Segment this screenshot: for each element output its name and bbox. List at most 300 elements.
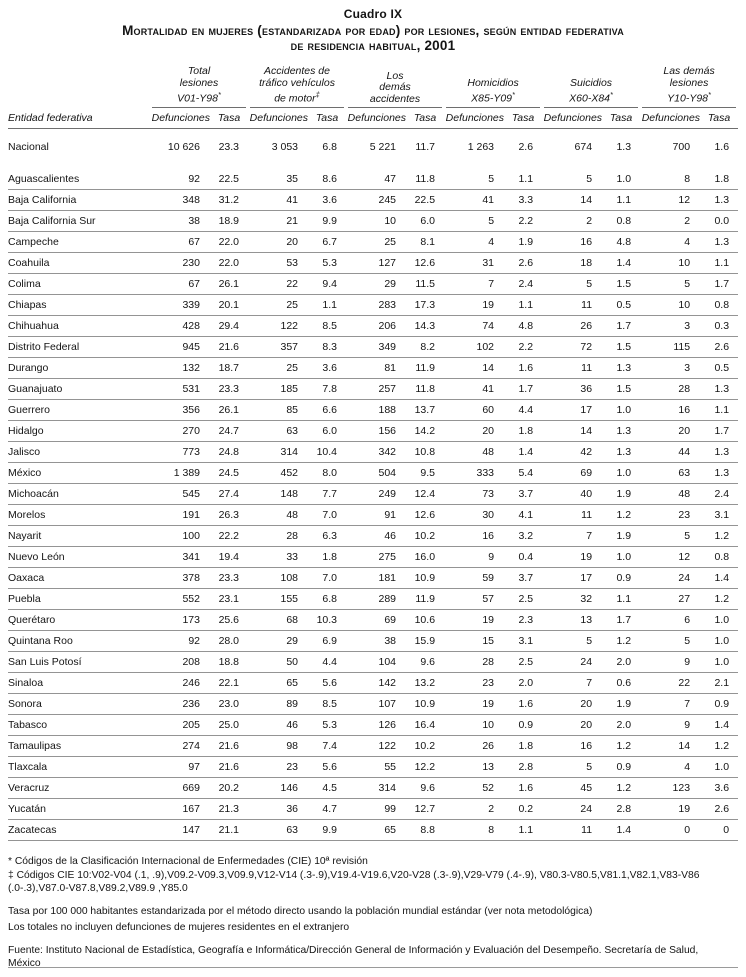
table-row bbox=[8, 547, 738, 568]
table-row bbox=[8, 610, 738, 631]
deaths-cell: 89 bbox=[248, 694, 308, 715]
deaths-cell: 5 bbox=[542, 631, 602, 652]
deaths-cell: 68 bbox=[248, 610, 308, 631]
table-row bbox=[8, 652, 738, 673]
deaths-cell: 245 bbox=[346, 190, 406, 211]
rate-cell: 23.3 bbox=[210, 379, 248, 400]
deaths-cell: 104 bbox=[346, 652, 406, 673]
deaths-cell: 48 bbox=[444, 442, 504, 463]
rate-cell: 4.8 bbox=[602, 232, 640, 253]
rate-cell: 1.4 bbox=[602, 253, 640, 274]
entity-name-cell: Zacatecas bbox=[8, 820, 150, 841]
rate-cell: 11.5 bbox=[406, 274, 444, 295]
rate-cell: 1.9 bbox=[602, 694, 640, 715]
rate-cell: 0.9 bbox=[602, 757, 640, 778]
entity-name-cell: Tabasco bbox=[8, 715, 150, 736]
deaths-cell: 108 bbox=[248, 568, 308, 589]
entity-name-cell: Querétaro bbox=[8, 610, 150, 631]
deaths-cell: 67 bbox=[150, 232, 210, 253]
deaths-cell: 32 bbox=[542, 589, 602, 610]
table-row bbox=[8, 484, 738, 505]
rate-cell: 1.2 bbox=[602, 778, 640, 799]
deaths-cell: 21 bbox=[248, 211, 308, 232]
entity-name-cell: Tamaulipas bbox=[8, 736, 150, 757]
column-group-header: Suicidios X60-X84* bbox=[542, 66, 640, 108]
rate-col-header: Tasa bbox=[700, 108, 738, 129]
table-row bbox=[8, 169, 738, 190]
rate-cell: 10.2 bbox=[406, 526, 444, 547]
rate-cell: 13.2 bbox=[406, 673, 444, 694]
rate-col-header: Tasa bbox=[308, 108, 346, 129]
entity-name-cell: Veracruz bbox=[8, 778, 150, 799]
rate-cell: 2.8 bbox=[602, 799, 640, 820]
rate-cell: 17.3 bbox=[406, 295, 444, 316]
table-row bbox=[8, 631, 738, 652]
deaths-cell: 156 bbox=[346, 421, 406, 442]
rate-cell: 10.6 bbox=[406, 610, 444, 631]
deaths-cell: 18 bbox=[542, 253, 602, 274]
column-group-header: Homicidios X85-Y09* bbox=[444, 66, 542, 108]
entity-name-cell: San Luis Potosí bbox=[8, 652, 150, 673]
deaths-cell: 669 bbox=[150, 778, 210, 799]
rate-cell: 20.2 bbox=[210, 778, 248, 799]
rate-cell: 10.4 bbox=[308, 442, 346, 463]
rate-cell: 1.3 bbox=[700, 463, 738, 484]
rate-cell: 12.4 bbox=[406, 484, 444, 505]
rate-cell: 0.5 bbox=[602, 295, 640, 316]
deaths-cell: 55 bbox=[346, 757, 406, 778]
rate-cell: 7.7 bbox=[308, 484, 346, 505]
table-row bbox=[8, 757, 738, 778]
deaths-cell: 230 bbox=[150, 253, 210, 274]
entity-name-cell: Nuevo León bbox=[8, 547, 150, 568]
rate-cell: 4.7 bbox=[308, 799, 346, 820]
deaths-cell: 14 bbox=[542, 421, 602, 442]
deaths-cell: 773 bbox=[150, 442, 210, 463]
rate-cell: 22.2 bbox=[210, 526, 248, 547]
rate-cell: 1.5 bbox=[602, 379, 640, 400]
deaths-cell: 16 bbox=[444, 526, 504, 547]
rate-cell: 1.3 bbox=[602, 442, 640, 463]
rate-cell: 1.0 bbox=[700, 610, 738, 631]
deaths-cell: 20 bbox=[640, 421, 700, 442]
rate-cell: 1.0 bbox=[602, 400, 640, 421]
rate-cell: 1.1 bbox=[308, 295, 346, 316]
deaths-cell: 115 bbox=[640, 337, 700, 358]
deaths-cell: 45 bbox=[542, 778, 602, 799]
note-rate-method: Tasa por 100 000 habitantes estandarizada por el método directo usando la población mundial estándar (ver nota metodológica) bbox=[8, 905, 593, 917]
bottom-divider bbox=[8, 967, 738, 968]
rate-cell: 1.1 bbox=[700, 400, 738, 421]
rate-cell: 1.3 bbox=[602, 421, 640, 442]
deaths-cell: 74 bbox=[444, 316, 504, 337]
deaths-cell: 356 bbox=[150, 400, 210, 421]
deaths-cell: 4 bbox=[444, 232, 504, 253]
deaths-cell: 146 bbox=[248, 778, 308, 799]
deaths-cell: 17 bbox=[542, 400, 602, 421]
entity-name-cell: Nayarit bbox=[8, 526, 150, 547]
deaths-cell: 11 bbox=[542, 820, 602, 841]
rate-cell: 0.8 bbox=[602, 211, 640, 232]
deaths-cell: 36 bbox=[542, 379, 602, 400]
table-number-title: Cuadro IX bbox=[343, 7, 403, 21]
rate-cell: 6.6 bbox=[308, 400, 346, 421]
rate-cell: 1.6 bbox=[714, 141, 730, 153]
deaths-cell: 5 bbox=[444, 169, 504, 190]
rate-cell: 10.8 bbox=[406, 442, 444, 463]
rate-cell: 25.6 bbox=[210, 610, 248, 631]
table-row bbox=[8, 589, 738, 610]
rate-cell: 1.4 bbox=[700, 568, 738, 589]
deaths-cell: 69 bbox=[346, 610, 406, 631]
deaths-cell: 14 bbox=[640, 736, 700, 757]
deaths-cell: 2 bbox=[542, 211, 602, 232]
rate-cell: 18.8 bbox=[210, 652, 248, 673]
deaths-cell: 100 bbox=[150, 526, 210, 547]
rate-cell: 0.2 bbox=[504, 799, 542, 820]
deaths-cell: 181 bbox=[346, 568, 406, 589]
deaths-cell: 167 bbox=[150, 799, 210, 820]
deaths-cell: 25 bbox=[248, 295, 308, 316]
deaths-cell: 48 bbox=[248, 505, 308, 526]
rate-cell: 3.1 bbox=[504, 631, 542, 652]
rate-cell: 22.0 bbox=[210, 253, 248, 274]
deaths-cell: 107 bbox=[346, 694, 406, 715]
deaths-cell: 17 bbox=[542, 568, 602, 589]
rate-cell: 7.0 bbox=[308, 568, 346, 589]
rate-cell: 8.1 bbox=[406, 232, 444, 253]
rate-cell: 8.3 bbox=[308, 337, 346, 358]
rate-cell: 11.9 bbox=[406, 358, 444, 379]
rate-col-header: Tasa bbox=[504, 108, 542, 129]
deaths-cell: 13 bbox=[542, 610, 602, 631]
table-row bbox=[8, 274, 738, 295]
rate-cell: 2.4 bbox=[504, 274, 542, 295]
rate-cell: 2.0 bbox=[602, 652, 640, 673]
rate-cell: 10.3 bbox=[308, 610, 346, 631]
rate-cell: 5.3 bbox=[308, 253, 346, 274]
rate-cell: 2.3 bbox=[504, 610, 542, 631]
deaths-cell: 173 bbox=[150, 610, 210, 631]
deaths-cell: 5 bbox=[542, 757, 602, 778]
rate-cell: 9.5 bbox=[406, 463, 444, 484]
deaths-cell: 289 bbox=[346, 589, 406, 610]
deaths-cell: 72 bbox=[542, 337, 602, 358]
deaths-cell: 674 bbox=[574, 141, 593, 153]
table-body bbox=[8, 129, 738, 841]
deaths-cell: 10 626 bbox=[167, 141, 200, 153]
rate-cell: 21.1 bbox=[210, 820, 248, 841]
rate-cell: 21.6 bbox=[210, 736, 248, 757]
deaths-cell: 85 bbox=[248, 400, 308, 421]
deaths-cell: 28 bbox=[444, 652, 504, 673]
deaths-cell: 7 bbox=[542, 526, 602, 547]
deaths-cell: 73 bbox=[444, 484, 504, 505]
deaths-cell: 3 bbox=[640, 316, 700, 337]
table-row bbox=[8, 211, 738, 232]
deaths-cell: 22 bbox=[640, 673, 700, 694]
deaths-cell: 5 221 bbox=[369, 141, 397, 153]
rate-cell: 1.0 bbox=[602, 463, 640, 484]
deaths-cell: 30 bbox=[444, 505, 504, 526]
entity-name-cell: Morelos bbox=[8, 505, 150, 526]
deaths-cell: 122 bbox=[248, 316, 308, 337]
deaths-cell: 63 bbox=[640, 463, 700, 484]
rate-cell: 6.7 bbox=[308, 232, 346, 253]
entity-name-cell: Yucatán bbox=[8, 799, 150, 820]
deaths-cell: 28 bbox=[640, 379, 700, 400]
deaths-cell: 5 bbox=[444, 211, 504, 232]
rate-cell: 20.1 bbox=[210, 295, 248, 316]
rate-cell: 26.1 bbox=[210, 274, 248, 295]
deaths-cell: 19 bbox=[542, 547, 602, 568]
rate-cell: 0.3 bbox=[700, 316, 738, 337]
table-row bbox=[8, 358, 738, 379]
deaths-cell: 98 bbox=[248, 736, 308, 757]
table-row bbox=[8, 295, 738, 316]
deaths-cell: 314 bbox=[346, 778, 406, 799]
deaths-cell: 7 bbox=[640, 694, 700, 715]
rate-cell: 7.0 bbox=[308, 505, 346, 526]
deaths-cell: 283 bbox=[346, 295, 406, 316]
rate-cell: 2.2 bbox=[504, 337, 542, 358]
rate-cell: 21.6 bbox=[210, 757, 248, 778]
deaths-cell: 1 389 bbox=[150, 463, 210, 484]
deaths-cell: 123 bbox=[640, 778, 700, 799]
deaths-cell: 236 bbox=[150, 694, 210, 715]
rate-cell: 2.6 bbox=[700, 799, 738, 820]
deaths-cell: 275 bbox=[346, 547, 406, 568]
rate-cell: 10.2 bbox=[406, 736, 444, 757]
deaths-cell: 11 bbox=[542, 295, 602, 316]
deaths-cell: 41 bbox=[444, 379, 504, 400]
deaths-cell: 57 bbox=[444, 589, 504, 610]
deaths-cell: 99 bbox=[346, 799, 406, 820]
rate-cell: 2.5 bbox=[504, 652, 542, 673]
rate-cell: 21.3 bbox=[210, 799, 248, 820]
deaths-cell: 20 bbox=[542, 694, 602, 715]
deaths-cell: 348 bbox=[150, 190, 210, 211]
deaths-cell: 6 bbox=[640, 610, 700, 631]
rate-cell: 11.8 bbox=[406, 379, 444, 400]
deaths-cell: 249 bbox=[346, 484, 406, 505]
rate-cell: 28.0 bbox=[210, 631, 248, 652]
deaths-cell: 59 bbox=[444, 568, 504, 589]
entity-name-cell: Sinaloa bbox=[8, 673, 150, 694]
deaths-cell: 339 bbox=[150, 295, 210, 316]
rate-cell: 1.1 bbox=[504, 820, 542, 841]
deaths-cell: 147 bbox=[150, 820, 210, 841]
rate-cell: 4.4 bbox=[308, 652, 346, 673]
entity-name-cell: Baja California bbox=[8, 190, 150, 211]
deaths-cell: 945 bbox=[150, 337, 210, 358]
rate-cell: 22.0 bbox=[210, 232, 248, 253]
table-subtitle bbox=[8, 23, 738, 53]
rate-cell: 8.5 bbox=[308, 316, 346, 337]
rate-cell: 12.6 bbox=[406, 253, 444, 274]
rate-cell: 0.9 bbox=[504, 715, 542, 736]
deaths-cell: 91 bbox=[346, 505, 406, 526]
rate-cell: 1.6 bbox=[504, 358, 542, 379]
entity-name-cell: Coahuila bbox=[8, 253, 150, 274]
rate-cell: 2.0 bbox=[602, 715, 640, 736]
table-row bbox=[8, 253, 738, 274]
deaths-cell: 27 bbox=[640, 589, 700, 610]
rate-cell: 1.6 bbox=[504, 778, 542, 799]
column-group-header: Total lesiones V01-Y98* bbox=[150, 66, 248, 108]
rate-cell: 1.9 bbox=[602, 484, 640, 505]
table-row bbox=[8, 316, 738, 337]
deaths-col-header: Defunciones bbox=[444, 108, 504, 129]
row-header-label: Entidad federativa bbox=[8, 108, 150, 129]
column-group-header: Las demás lesiones Y10-Y98* bbox=[640, 66, 738, 108]
deaths-cell: 531 bbox=[150, 379, 210, 400]
table-row bbox=[8, 778, 738, 799]
group-header-row bbox=[8, 66, 738, 108]
deaths-cell: 5 bbox=[542, 169, 602, 190]
rate-cell: 10.9 bbox=[406, 694, 444, 715]
rate-cell: 0.0 bbox=[700, 211, 738, 232]
deaths-cell: 7 bbox=[444, 274, 504, 295]
deaths-cell: 25 bbox=[248, 358, 308, 379]
deaths-cell: 2 bbox=[640, 211, 700, 232]
rate-cell: 7.8 bbox=[308, 379, 346, 400]
deaths-cell: 42 bbox=[542, 442, 602, 463]
column-header-row bbox=[8, 108, 738, 129]
deaths-cell: 40 bbox=[542, 484, 602, 505]
deaths-cell: 349 bbox=[346, 337, 406, 358]
rate-cell: 26.1 bbox=[210, 400, 248, 421]
deaths-cell: 48 bbox=[640, 484, 700, 505]
deaths-cell: 700 bbox=[672, 141, 691, 153]
rate-cell: 1.1 bbox=[602, 589, 640, 610]
entity-name-cell: Durango bbox=[8, 358, 150, 379]
deaths-cell: 46 bbox=[248, 715, 308, 736]
deaths-cell: 11 bbox=[542, 358, 602, 379]
deaths-col-header: Defunciones bbox=[640, 108, 700, 129]
column-group-header: Accidentes de tráfico vehículos de motor‡ bbox=[248, 66, 346, 108]
deaths-cell: 428 bbox=[150, 316, 210, 337]
source-note: Fuente: Instituto Nacional de Estadística, Geografía e Informática/Dirección General de Información y Evaluación del Desempeño. Secretaría de Salud, México bbox=[8, 944, 699, 969]
subtitle-line-1: Mortalidad en mujeres (estandarizada por edad) por lesiones, según entidad federativa bbox=[122, 23, 624, 38]
entity-name-cell: Campeche bbox=[8, 232, 150, 253]
deaths-cell: 67 bbox=[150, 274, 210, 295]
deaths-cell: 26 bbox=[542, 316, 602, 337]
rate-cell: 3.7 bbox=[504, 484, 542, 505]
rate-cell: 1.0 bbox=[700, 757, 738, 778]
deaths-cell: 9 bbox=[640, 652, 700, 673]
rate-cell: 2.6 bbox=[700, 337, 738, 358]
deaths-cell: 38 bbox=[346, 631, 406, 652]
deaths-cell: 3 053 bbox=[271, 141, 299, 153]
deaths-cell: 20 bbox=[542, 715, 602, 736]
rate-cell: 22.5 bbox=[406, 190, 444, 211]
deaths-cell: 206 bbox=[346, 316, 406, 337]
rate-cell: 1.0 bbox=[700, 652, 738, 673]
deaths-cell: 142 bbox=[346, 673, 406, 694]
table-row bbox=[8, 736, 738, 757]
rate-cell: 23.3 bbox=[218, 141, 240, 153]
rate-cell: 25.0 bbox=[210, 715, 248, 736]
deaths-cell: 97 bbox=[150, 757, 210, 778]
deaths-cell: 81 bbox=[346, 358, 406, 379]
deaths-cell: 314 bbox=[248, 442, 308, 463]
deaths-cell: 126 bbox=[346, 715, 406, 736]
rate-cell: 23.1 bbox=[210, 589, 248, 610]
table-row bbox=[8, 673, 738, 694]
deaths-cell: 132 bbox=[150, 358, 210, 379]
rate-cell: 1.8 bbox=[504, 736, 542, 757]
rate-cell: 1.0 bbox=[700, 631, 738, 652]
rate-cell: 12.2 bbox=[406, 757, 444, 778]
deaths-cell: 24 bbox=[542, 652, 602, 673]
rate-cell: 2.2 bbox=[504, 211, 542, 232]
entity-name-cell: Jalisco bbox=[8, 442, 150, 463]
rate-cell: 21.6 bbox=[210, 337, 248, 358]
deaths-cell: 545 bbox=[150, 484, 210, 505]
table-row bbox=[8, 379, 738, 400]
deaths-cell: 122 bbox=[346, 736, 406, 757]
rate-cell: 6.8 bbox=[322, 141, 338, 153]
rate-cell: 2.5 bbox=[504, 589, 542, 610]
rate-cell: 24.8 bbox=[210, 442, 248, 463]
rate-cell: 6.8 bbox=[308, 589, 346, 610]
rate-cell: 6.0 bbox=[308, 421, 346, 442]
rate-col-header: Tasa bbox=[406, 108, 444, 129]
table-row bbox=[8, 442, 738, 463]
deaths-cell: 8 bbox=[640, 169, 700, 190]
rate-col-header: Tasa bbox=[210, 108, 248, 129]
rate-cell: 4.4 bbox=[504, 400, 542, 421]
deaths-cell: 342 bbox=[346, 442, 406, 463]
rate-cell: 3.2 bbox=[504, 526, 542, 547]
table-row bbox=[8, 715, 738, 736]
table-row bbox=[8, 337, 738, 358]
table-row bbox=[8, 232, 738, 253]
rate-cell: 3.6 bbox=[700, 778, 738, 799]
deaths-cell: 185 bbox=[248, 379, 308, 400]
entity-name-cell: Puebla bbox=[8, 589, 150, 610]
deaths-cell: 65 bbox=[346, 820, 406, 841]
deaths-cell: 0 bbox=[640, 820, 700, 841]
rate-cell: 15.9 bbox=[406, 631, 444, 652]
deaths-cell: 69 bbox=[542, 463, 602, 484]
deaths-cell: 63 bbox=[248, 820, 308, 841]
deaths-cell: 205 bbox=[150, 715, 210, 736]
rate-cell: 1.7 bbox=[700, 274, 738, 295]
table-row bbox=[8, 463, 738, 484]
deaths-col-header: Defunciones bbox=[248, 108, 308, 129]
rate-cell: 0.8 bbox=[700, 295, 738, 316]
rate-cell: 14.3 bbox=[406, 316, 444, 337]
rate-cell: 3.7 bbox=[504, 568, 542, 589]
rate-cell: 3.3 bbox=[504, 190, 542, 211]
deaths-cell: 5 bbox=[640, 631, 700, 652]
rate-cell: 3.6 bbox=[308, 358, 346, 379]
rate-cell: 13.7 bbox=[406, 400, 444, 421]
rate-cell: 24.5 bbox=[210, 463, 248, 484]
rate-cell: 9.9 bbox=[308, 820, 346, 841]
deaths-cell: 274 bbox=[150, 736, 210, 757]
rate-col-header: Tasa bbox=[602, 108, 640, 129]
rate-cell: 1.1 bbox=[700, 253, 738, 274]
rate-cell: 10.9 bbox=[406, 568, 444, 589]
deaths-cell: 127 bbox=[346, 253, 406, 274]
rate-cell: 1.3 bbox=[700, 232, 738, 253]
rate-cell: 1.4 bbox=[700, 715, 738, 736]
subtitle-line-2: de residencia habitual, 2001 bbox=[290, 38, 456, 53]
footnotes-section bbox=[8, 855, 738, 971]
